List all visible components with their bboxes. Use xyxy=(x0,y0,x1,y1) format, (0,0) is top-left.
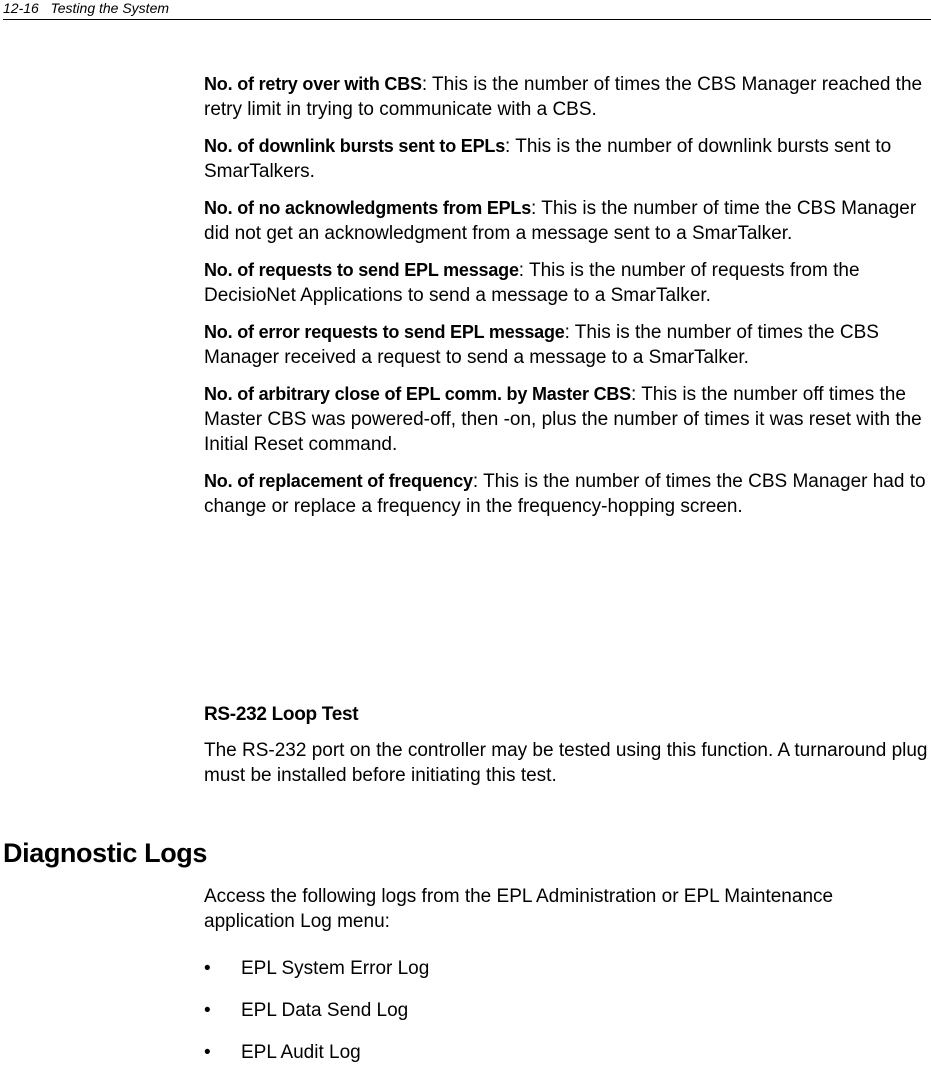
term-description: : This is the number off times the Master CBS was powered-off, then -on, plus the number of times it was reset with the Initial Reset command. xyxy=(204,384,922,455)
log-list xyxy=(204,956,429,1082)
term-name: No. of replacement of frequency xyxy=(204,471,473,491)
term-description: : This is the number of time the CBS Manager did not get an acknowledgment from a message sent to a SmarTalker. xyxy=(204,198,917,244)
log-name: EPL System Error Log xyxy=(241,958,430,979)
running-header xyxy=(3,0,931,20)
term-description: : This is the number of requests from the DecisioNet Applications to send a message to a SmarTalker. xyxy=(204,260,860,306)
term-name: No. of downlink bursts sent to EPLs xyxy=(204,136,506,156)
log-name: EPL Audit Log xyxy=(241,1042,361,1063)
term-name: No. of error requests to send EPL message xyxy=(204,322,565,342)
list-item xyxy=(204,998,429,1040)
term-name: No. of arbitrary close of EPL comm. by Master CBS xyxy=(204,384,631,404)
statistics-definitions xyxy=(204,72,928,531)
term-name: No. of requests to send EPL message xyxy=(204,260,519,280)
page-reference: 12-16 Testing the System xyxy=(3,0,170,16)
term-name: No. of no acknowledgments from EPLs xyxy=(204,198,532,218)
diagnostic-logs-intro: Access the following logs from the EPL Administration or EPL Maintenance application Log menu: xyxy=(204,886,834,932)
term-replacement-frequency xyxy=(204,469,928,519)
rs232-description: The RS-232 port on the controller may be tested using this function. A turnaround plug must be installed before initiating this test. xyxy=(204,740,928,786)
term-arbitrary-close xyxy=(204,382,928,457)
log-name: EPL Data Send Log xyxy=(241,1000,409,1021)
list-item xyxy=(204,1040,429,1082)
term-description: : This is the number of times the CBS Manager had to change or replace a frequency in the frequency-hopping screen. xyxy=(204,471,926,517)
bullet-icon: • xyxy=(204,958,211,979)
bullet-icon: • xyxy=(204,1000,211,1021)
rs232-heading: RS-232 Loop Test xyxy=(204,704,359,725)
term-requests-send xyxy=(204,258,928,308)
term-name: No. of retry over with CBS xyxy=(204,74,422,94)
list-item xyxy=(204,956,429,998)
term-description: : This is the number of downlink bursts sent to SmarTalkers. xyxy=(204,136,892,182)
term-downlink-bursts xyxy=(204,134,928,184)
term-description: : This is the number of times the CBS Manager reached the retry limit in trying to communicate with a CBS. xyxy=(204,74,923,120)
bullet-icon: • xyxy=(204,1042,211,1063)
term-error-requests xyxy=(204,320,928,370)
term-no-acknowledgments xyxy=(204,196,928,246)
diagnostic-logs-heading: Diagnostic Logs xyxy=(3,838,208,868)
term-retry-over-cbs xyxy=(204,72,928,122)
term-description: : This is the number of times the CBS Manager received a request to send a message to a SmarTalker. xyxy=(204,322,879,368)
